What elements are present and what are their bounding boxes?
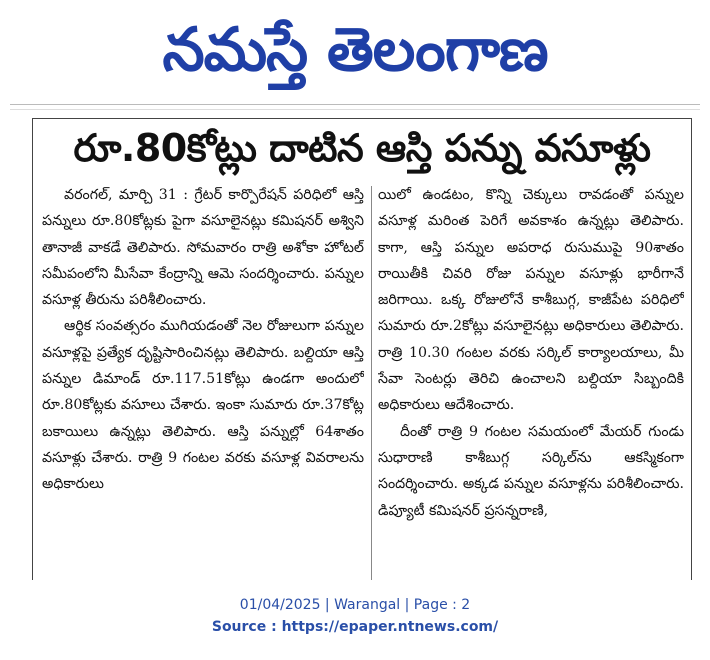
newspaper-logo: నమస్తే తెలంగాణ — [162, 15, 548, 85]
footer-dateline: 01/04/2025 | Warangal | Page : 2 — [239, 597, 471, 613]
article-headline: రూ.80కోట్లు దాటిన ఆస్తి పన్ను వసూళ్లు — [73, 128, 651, 170]
column-divider — [371, 186, 372, 580]
page-footer — [0, 594, 710, 638]
masthead-rule — [10, 104, 700, 110]
article-paragraph: దీంతో రాత్రి 9 గంటల సమయంలో మేయర్ గుండు సుధారాణి కాశీబుగ్గ సర్కిల్‌ను ఆకస్మికంగా సందర్శించారు. అక్కడ పన్నుల వసూళ్లను పరిశీలించారు. డిప్యూటీ కమిషనర్ ప్రసన్నరాణి, — [378, 423, 684, 519]
article-paragraph: యిలో ఉండటం, కొన్ని చెక్కులు రావడంతో పన్నుల వసూళ్ల మరింత పెరిగే అవకాశం ఉన్నట్లు తెలిపారు. కాగా, ఆస్తి పన్నుల అపరాధ రుసుముపై 90శాతం రాయితీకి చివరి రోజు పన్నుల వసూళ్లు భారీగానే జరిగాయి. ఒక్క రోజులోనే కాశీబుగ్గ, కాజీపేట పరిధిలో సుమారు రూ.2కోట్లు వసూలైనట్లు అధికారులు తెలిపారు. రాత్రి 10.30 గంటల వరకు సర్కిల్ కార్యాలయాలు, మీ సేవా సెంటర్లు తెరిచి ఉంచాలని బల్దియా సిబ్బందికి అధికారులు ఆదేశించారు. — [378, 187, 684, 414]
article-paragraph: ఆర్థిక సంవత్సరం ముగియడంతో నెల రోజులుగా పన్నుల వసూళ్లపై ప్రత్యేక దృష్టిసారించినట్లు తెలిపారు. బల్దియా ఆస్తి పన్నుల డిమాండ్ రూ.117.51కోట్లు ఉండగా అందులో రూ.80కోట్లకు వసూలు చేశారు. ఇంకా సుమారు రూ.37కోట్ల బకాయిలు ఉన్నట్లు తెలిపారు. ఆస్తి పన్నుల్లో 64శాతం వసూళ్లు చేశారు. రాత్రి 9 గంటల వరకు వసూళ్ల వివరాలను అధికారులు — [42, 318, 364, 493]
article-column-right — [378, 182, 684, 580]
article-column-left — [42, 182, 364, 580]
newspaper-masthead — [0, 0, 710, 100]
footer-source-link[interactable]: Source : https://epaper.ntnews.com/ — [211, 619, 499, 635]
article-paragraph: వరంగల్, మార్చి 31 : గ్రేటర్ కార్పొరేషన్ పరిధిలో ఆస్తి పన్నులు రూ.80కోట్లకు పైగా వసూలైనట్లు కమిషనర్ అశ్విని తానాజీ వాకడే తెలిపారు. సోమవారం రాత్రి అశోకా హోటల్ సమీపంలోని మీసేవా కేంద్రాన్ని ఆమె సందర్శించారు. పన్నుల వసూళ్ల తీరును పరిశీలించారు. — [42, 187, 364, 309]
